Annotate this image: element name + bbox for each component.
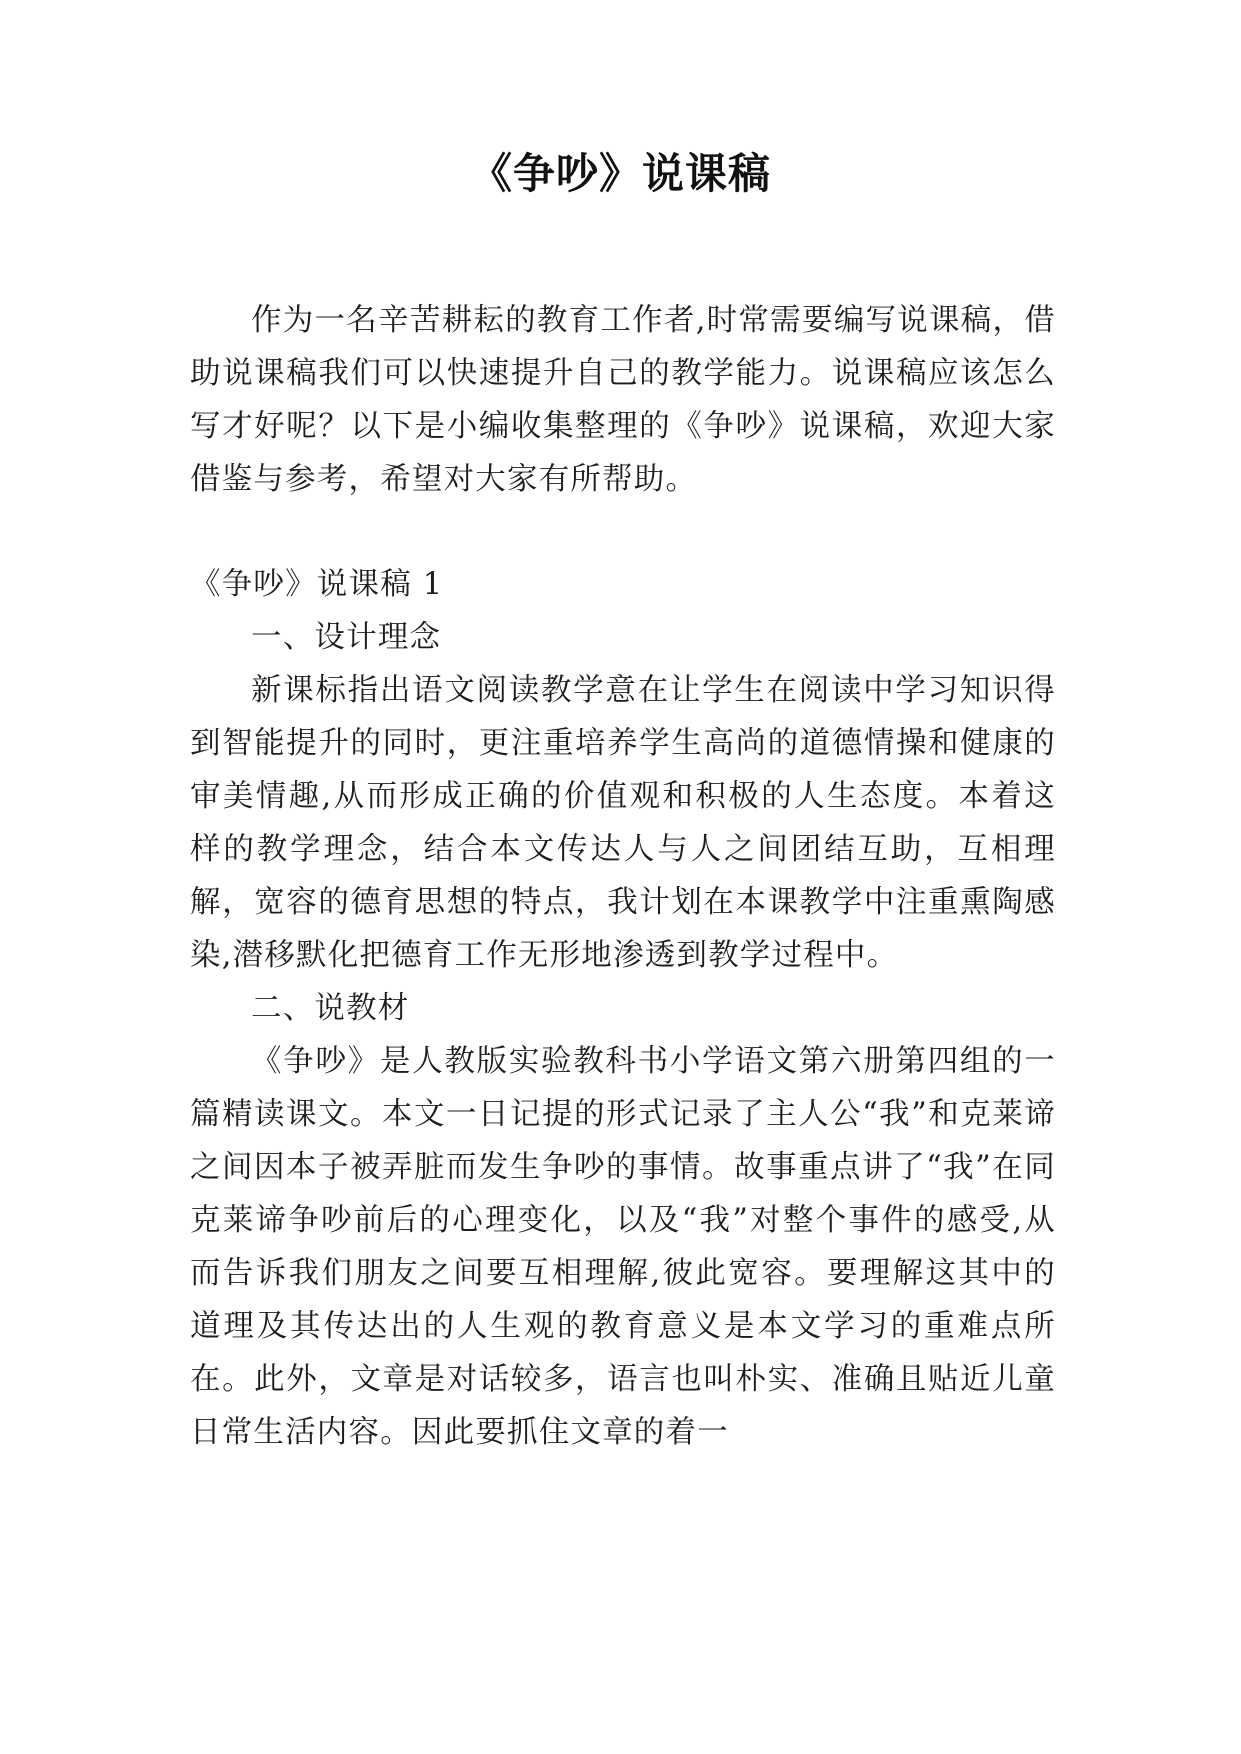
section-title: 《争吵》说课稿 1 bbox=[190, 567, 444, 602]
paragraph-gap bbox=[190, 506, 1056, 558]
intro-paragraph: 作为一名辛苦耕耘的教育工作者,时常需要编写说课稿，借助说课稿我们可以快速提升自己的教学能力。说课稿应该怎么写才好呢？以下是小编收集整理的《争吵》说课稿，欢迎大家借鉴与参考，希望对大家有所帮助。 bbox=[190, 303, 1056, 497]
heading-design-concept: 一、设计理念 bbox=[251, 620, 442, 655]
document-title: 《争吵》说课稿 bbox=[469, 149, 771, 198]
heading-textbook: 二、说教材 bbox=[251, 991, 410, 1026]
design-concept-paragraph: 新课标指出语文阅读教学意在让学生在阅读中学习知识得到智能提升的同时，更注重培养学生高尚的道德情操和健康的审美情趣,从而形成正确的价值观和积极的人生态度。本着这样的教学理念，结合本文传达人与人之间团结互助，互相理解，宽容的德育思想的特点，我计划在本课教学中注重熏陶感染,潜移默化把德育工作无形地渗透到教学过程中。 bbox=[190, 673, 1056, 973]
textbook-paragraph: 《争吵》是人教版实验教科书小学语文第六册第四组的一篇精读课文。本文一日记提的形式记录了主人公“我”和克莱谛之间因本子被弄脏而发生争吵的事情。故事重点讲了“我”在同克莱谛争吵前后的心理变化，以及“我”对整个事件的感受,从而告诉我们朋友之间要互相理解,彼此宽容。要理解这其中的道理及其传达出的人生观的教育意义是本文学习的重难点所在。此外，文章是对话较多，语言也叫朴实、准确且贴近儿童日常生活内容。因此要抓住文章的着一 bbox=[190, 1044, 1056, 1450]
document-body bbox=[190, 294, 1056, 1459]
